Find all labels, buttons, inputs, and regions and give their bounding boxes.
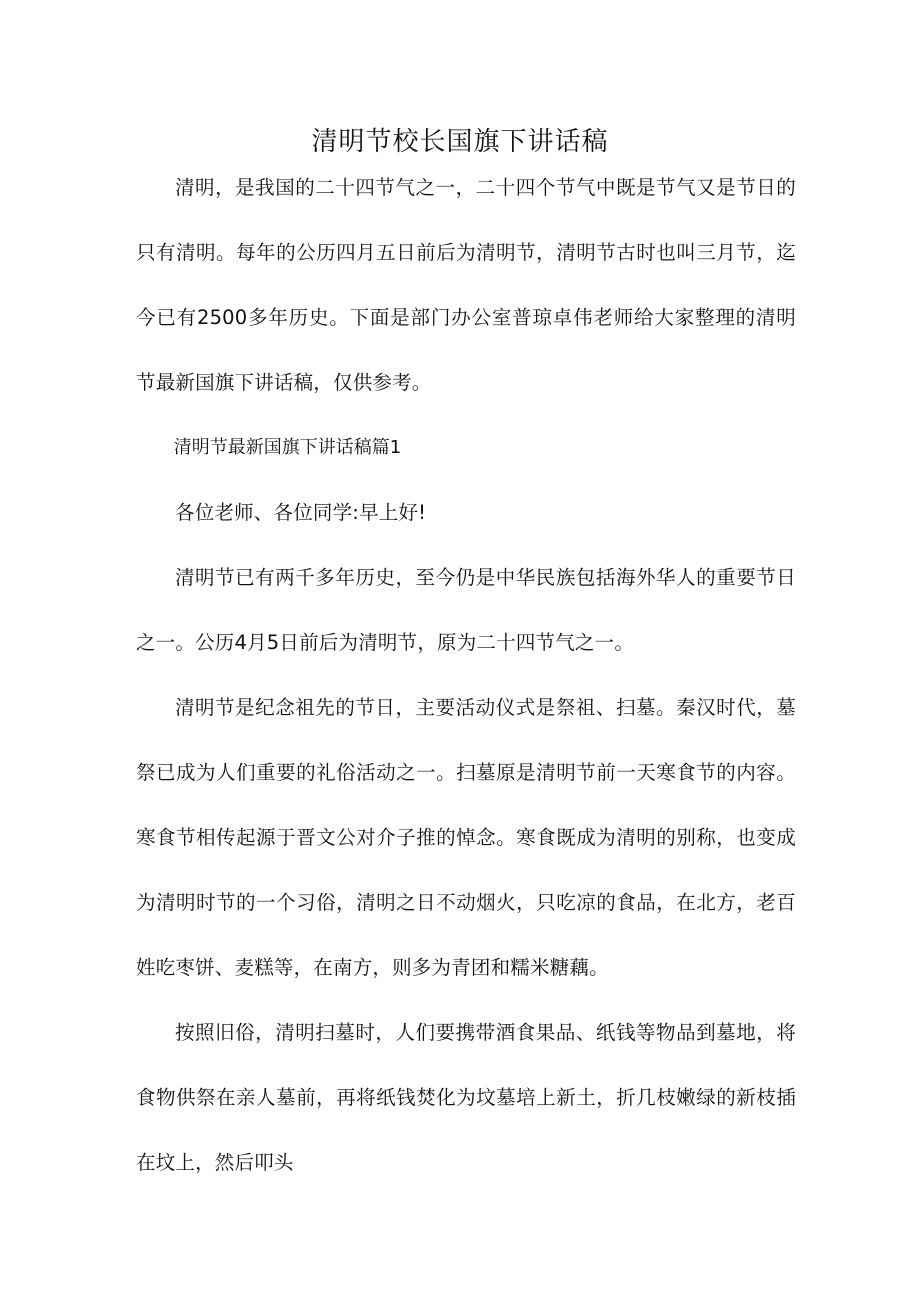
body-paragraph-2: 清明节是纪念祖先的节日，主要活动仪式是祭祖、扫墓。秦汉时代，墓祭已成为人们重要的礼俗活动之一。扫墓原是清明节前一天寒食节的内容。寒食节相传起源于晋文公对介子推的悼念。寒食既成为清明的别称，也变成为清明时节的一个习俗，清明之日不动烟火，只吃凉的食品，在北方，老百姓吃枣饼、麦糕等，在南方，则多为青团和糯米糖藕。 bbox=[136, 696, 796, 979]
page-title: 清明节校长国旗下讲话稿 bbox=[311, 127, 609, 157]
body-paragraph-1: 清明节已有两千多年历史，至今仍是中华民族包括海外华人的重要节日之一。公历4月5日前后为清明节，原为二十四节气之一。 bbox=[136, 566, 796, 654]
document-body bbox=[136, 155, 796, 1195]
section-heading: 清明节最新国旗下讲话稿篇1 bbox=[173, 437, 402, 458]
body-paragraph-3: 按照旧俗，清明扫墓时，人们要携带酒食果品、纸钱等物品到墓地，将食物供祭在亲人墓前，再将纸钱焚化为坟墓培上新土，折几枝嫩绿的新枝插在坟上，然后叩头 bbox=[136, 1021, 796, 1174]
intro-paragraph: 清明，是我国的二十四节气之一，二十四个节气中既是节气又是节日的只有清明。每年的公历四月五日前后为清明节，清明节古时也叫三月节，迄今已有2500多年历史。下面是部门办公室普琼卓伟老师给大家整理的清明节最新国旗下讲话稿，仅供参考。 bbox=[136, 176, 796, 394]
greeting-line: 各位老师、各位同学:早上好! bbox=[175, 501, 427, 524]
